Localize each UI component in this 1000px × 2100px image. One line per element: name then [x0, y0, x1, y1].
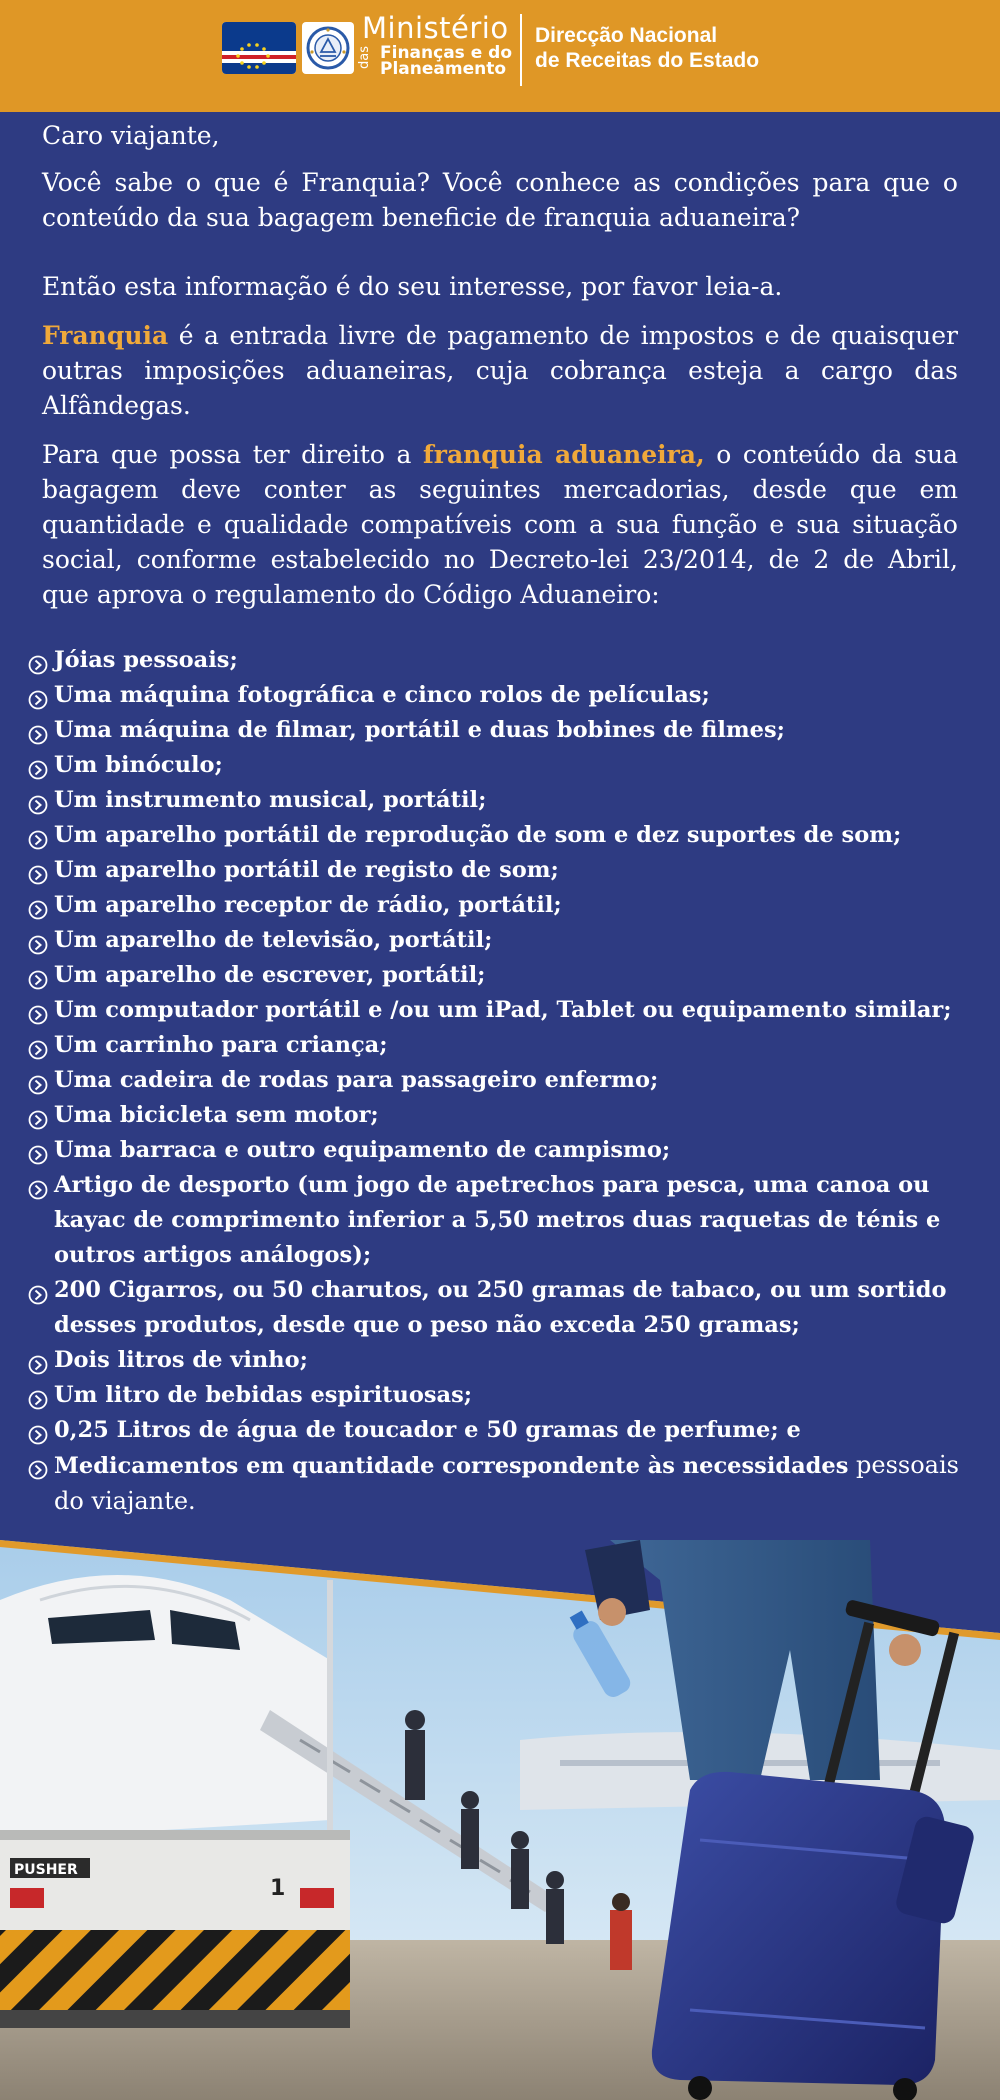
- list-item-text: 200 Cigarros, ou 50 charutos, ou 250 gramas de tabaco, ou um sortido desses produtos, desde que o peso não exceda 250 gramas;: [54, 1277, 947, 1338]
- list-item-text: Um aparelho de escrever, portátil;: [54, 962, 486, 988]
- conditions-text: o conteúdo da sua bagagem deve conter as seguintes mercadorias, desde que em quantidade e qualidade compatíveis com a sua função e sua situação social, conforme estabelecido no Decreto-lei 23/2014, de 2 de Abril, que aprova o regulamento do Código Aduaneiro:: [42, 440, 958, 609]
- list-item: [28, 643, 973, 678]
- list-item: [28, 853, 973, 888]
- circled-chevron-icon: [28, 1001, 48, 1021]
- ministry-line-2: Finanças e do: [380, 43, 512, 63]
- circled-chevron-icon: [28, 1421, 48, 1441]
- list-item: [28, 1168, 973, 1273]
- circled-chevron-icon: [28, 651, 48, 671]
- intro-text: [42, 118, 958, 612]
- directorate-line-2: de Receitas do Estado: [535, 49, 760, 72]
- circled-chevron-icon: [28, 686, 48, 706]
- list-item: [28, 818, 973, 853]
- list-item-text: Um computador portátil e /ou um iPad, Tablet ou equipamento similar;: [54, 997, 952, 1023]
- list-item: [28, 713, 973, 748]
- list-item-text: Um aparelho portátil de registo de som;: [54, 857, 559, 883]
- franquia-aduaneira-term: franquia aduaneira,: [423, 440, 705, 469]
- list-item-text: Dois litros de vinho;: [54, 1347, 308, 1373]
- ministry-title: Ministério: [362, 11, 509, 45]
- directorate-line-1: Direcção Nacional: [535, 24, 718, 47]
- list-item: [28, 958, 973, 993]
- list-item: [28, 1378, 973, 1413]
- tug-number: 1: [270, 1876, 286, 1901]
- question-paragraph: Você sabe o que é Franquia? Você conhece as condições para que o conteúdo da sua bagagem beneficie de franquia aduaneira?: [42, 168, 958, 232]
- list-item-text: Uma barraca e outro equipamento de campismo;: [54, 1137, 671, 1163]
- list-item: [28, 888, 973, 923]
- list-item-text: Uma bicicleta sem motor;: [54, 1102, 379, 1128]
- circled-chevron-icon: [28, 826, 48, 846]
- definition-paragraph: [42, 318, 958, 423]
- list-item: [28, 1343, 973, 1378]
- list-item: [28, 1448, 973, 1520]
- circled-chevron-icon: [28, 896, 48, 916]
- header-divider: [520, 14, 522, 86]
- circled-chevron-icon: [28, 1281, 48, 1301]
- circled-chevron-icon: [28, 721, 48, 741]
- list-item-text: Uma máquina fotográfica e cinco rolos de películas;: [54, 682, 710, 708]
- list-item-text: Artigo de desporto (um jogo de apetrechos para pesca, uma canoa ou kayac de comprimento inferior a 5,50 metros duas raquetas de ténis e outros artigos análogos);: [54, 1172, 941, 1268]
- circled-chevron-icon: [28, 1386, 48, 1406]
- cape-verde-flag-icon: [222, 22, 296, 74]
- conditions-paragraph: [42, 437, 958, 612]
- list-item: [28, 1413, 973, 1448]
- circled-chevron-icon: [28, 1071, 48, 1091]
- greeting: Caro viajante,: [42, 121, 220, 150]
- list-item-text: Um aparelho de televisão, portátil;: [54, 927, 493, 953]
- list-item-text: Jóias pessoais;: [54, 647, 238, 673]
- list-item: [28, 783, 973, 818]
- list-item: [28, 993, 973, 1028]
- list-item: [28, 923, 973, 958]
- conditions-lead: Para que possa ter direito a: [42, 440, 424, 469]
- list-item-text: 0,25 Litros de água de toucador e 50 gramas de perfume; e: [54, 1417, 801, 1443]
- franquia-term: Franquia: [42, 321, 169, 350]
- ministry-das: das: [357, 46, 372, 70]
- list-item: [28, 1133, 973, 1168]
- list-item-text: Um litro de bebidas espirituosas;: [54, 1382, 473, 1408]
- allowance-list: [28, 643, 973, 1520]
- list-item: [28, 1028, 973, 1063]
- list-item: [28, 1273, 973, 1343]
- circled-chevron-icon: [28, 1351, 48, 1371]
- circled-chevron-icon: [28, 756, 48, 776]
- list-item-text: Um instrumento musical, portátil;: [54, 787, 487, 813]
- definition-text: é a entrada livre de pagamento de impostos e de quaisquer outras imposições aduaneiras, cuja cobrança esteja a cargo das Alfândegas.: [42, 321, 958, 420]
- last-item-bold: Medicamentos em quantidade correspondente às necessidades: [54, 1453, 849, 1479]
- national-emblem-icon: [302, 22, 354, 74]
- list-item: [28, 678, 973, 713]
- list-item-text: Uma máquina de filmar, portátil e duas bobines de filmes;: [54, 717, 785, 743]
- list-item-text: Um aparelho portátil de reprodução de som e dez suportes de som;: [54, 822, 902, 848]
- list-item-text: Um binóculo;: [54, 752, 223, 778]
- list-item: [28, 748, 973, 783]
- circled-chevron-icon: [28, 861, 48, 881]
- list-item: [28, 1063, 973, 1098]
- ministry-line-3: Planeamento: [380, 59, 507, 79]
- circled-chevron-icon: [28, 931, 48, 951]
- list-item-text: Um carrinho para criança;: [54, 1032, 388, 1058]
- circled-chevron-icon: [28, 1036, 48, 1056]
- list-item: [28, 1098, 973, 1133]
- tug-label: PUSHER: [14, 1862, 78, 1878]
- invite-paragraph: Então esta informação é do seu interesse, por favor leia-a.: [42, 272, 783, 301]
- circled-chevron-icon: [28, 1106, 48, 1126]
- list-item-text: Uma cadeira de rodas para passageiro enfermo;: [54, 1067, 659, 1093]
- circled-chevron-icon: [28, 1141, 48, 1161]
- list-item-text: Um aparelho receptor de rádio, portátil;: [54, 892, 562, 918]
- circled-chevron-icon: [28, 1456, 48, 1476]
- last-item-normal: pessoais do viajante.: [54, 1451, 959, 1515]
- circled-chevron-icon: [28, 1176, 48, 1196]
- circled-chevron-icon: [28, 966, 48, 986]
- airport-photo: [0, 1540, 1000, 2100]
- circled-chevron-icon: [28, 791, 48, 811]
- header-banner: [0, 0, 1000, 112]
